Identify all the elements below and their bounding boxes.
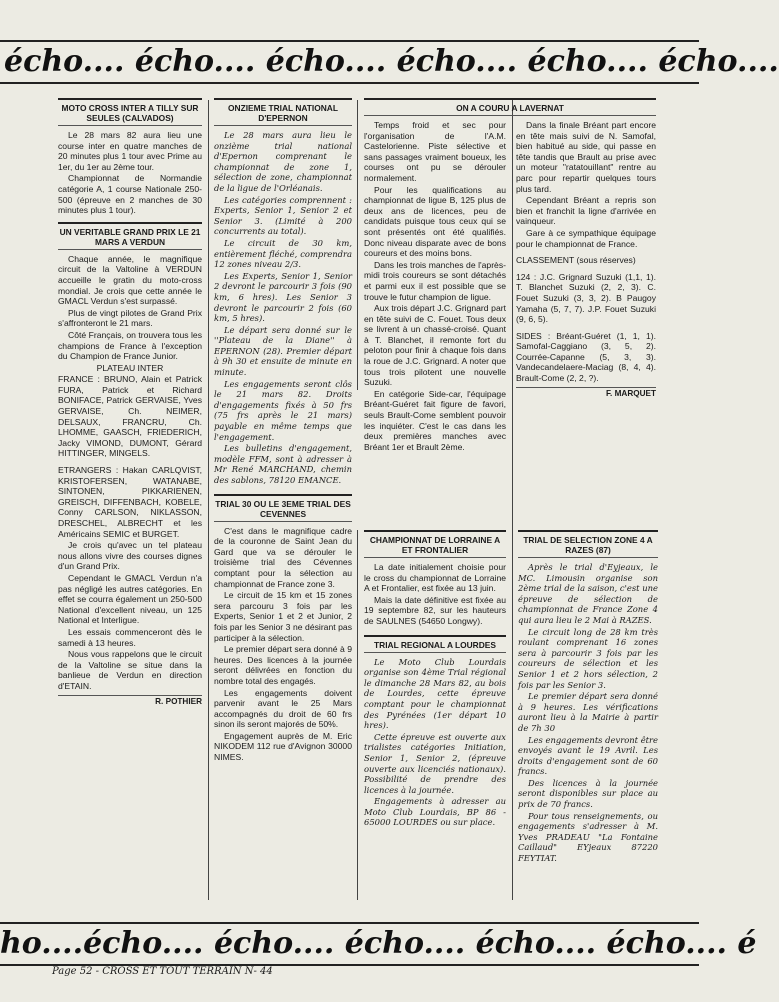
paragraph: Le 28 mars 82 aura lieu une course inter en quatre manches de 20 minutes plus 1 tour avec Prime au 1er, du 1er au 2ème tour. [58, 130, 202, 172]
article-title: ON A COURU A LAVERNAT [364, 98, 656, 116]
paragraph: Le départ sera donné sur le ''Plateau de la Diane'' à EPERNON (28). Premier départ à 9h 30 et ensuite de minute en minute. [214, 324, 352, 378]
column-2 [214, 98, 352, 918]
article-title: TRIAL DE SELECTION ZONE 4 A RAZES (87) [518, 530, 658, 558]
article-title: UN VERITABLE GRAND PRIX LE 21 MARS A VERDUN [58, 222, 202, 250]
article-razes [518, 530, 658, 864]
paragraph: Les engagements devront être envoyés avant le 19 Avril. Les droits d'engagement sont de 60 francs. [518, 734, 658, 777]
article-title: ONZIEME TRIAL NATIONAL D'EPERNON [214, 98, 352, 126]
paragraph: Les catégories comprennent : Experts, Senior 1, Senior 2 et Senior 3. (Limité à 200 concurrents au total). [214, 194, 352, 237]
paragraph: Le circuit de 15 km et 15 zones sera parcouru 3 fois par les Experts, Senior 1 et 2 et Junior, 2 fois par les Senior 3 ne désirant pas participer à la sélection. [214, 590, 352, 643]
paragraph: Cette épreuve est ouverte aux trialistes catégories Initiation, Senior 1, Senior 2, (épreuve ouverte aux licenciés nationaux). Possibilité de prendre des licences à la journée. [364, 731, 506, 795]
paragraph: Des licences à la journée seront disponibles sur place au prix de 70 francs. [518, 777, 658, 810]
paragraph: Les Experts, Senior 1, Senior 2 devront le parcourir 3 fois (90 km, 6 hres). Les Senior 3 devront le parcourir 2 fois (60 km, 5 hres). [214, 270, 352, 324]
paragraph: Les bulletins d'engagement, modèle FFM, sont à adresser à Mr René MARCHAND, chemin des sablons, 78120 EMANCE. [214, 443, 352, 485]
paragraph: Dans la finale Bréant part encore en tête mais suivi de N. Samofal, bien habitué au side, qui passe en tête tandis que Brault au prise avec un moteur "ratatouillant" rentre au parc pour repartir quelques tours plus tard. [516, 120, 656, 194]
column-4 [518, 530, 658, 915]
article-cevennes [214, 494, 352, 763]
article-tilly [58, 98, 202, 216]
column-rule [208, 100, 209, 900]
paragraph: Aux trois départ J.C. Grignard part en tête suivi de C. Fouet. Tous deux se livrent à un chassé-croisé. Quant à T. Blanchet, il remonte fort du peloton pour finir à chaque fois dans la roue de J.C. Grignard. A noter que tous trois pilotent une nouvelle Suzuki. [364, 303, 506, 388]
article-verdun [58, 222, 202, 706]
paragraph: Le premier départ sera donné à 9 heures. Les vérifications auront lieu à la Mairie à partir de 7h 30 [518, 691, 658, 733]
paragraph: Cependant Bréant a repris son bien et franchit la ligne d'arrivée en vainqueur. [516, 195, 656, 227]
column-1 [58, 98, 202, 918]
paragraph: Plus de vingt pilotes de Grand Prix s'affronteront le 21 mars. [58, 307, 202, 329]
paragraph: Après le trial d'Eyjeaux, le MC. Limousin organise son 2ème trial de la saison, c'est une épreuve de sélection de championnat de France Zone 4 qui aura lieu le 2 Mai à RAZES. [518, 562, 658, 625]
paragraph: Nous vous rappelons que le circuit de la Valtoline se situe dans la banlieue de Verdun en direction d'ETAIN. [58, 649, 202, 691]
paragraph: Les engagements seront clôs le 21 mars 82. Droits d'engagements fixés à 50 frs (75 frs après le 21 mars) payable en même temps que l'engagement. [214, 378, 352, 442]
paragraph: La date initialement choisie pour le cross du championnat de Lorraine A et Frontalier, est fixée au 13 juin. [364, 562, 506, 594]
paragraph: Le 28 mars aura lieu le onzième trial national d'Epernon comprenant le championnat de zone 1, sélection de zone, championnat de la ligue de l'Orléanais. [214, 130, 352, 193]
article-lourdes [364, 635, 506, 829]
article-title: TRIAL REGIONAL A LOURDES [364, 635, 506, 653]
paragraph: Côté Français, on trouvera tous les champions de France à l'exception du Champion de France Junior. [58, 329, 202, 362]
paragraph: Le premier départ sera donné à 9 heures. Des licences à la journée seront délivrées en fonction du nombre total des engagés. [214, 644, 352, 686]
results: 124 : J.C. Grignard Suzuki (1,1, 1). T. Blanchet Suzuki (2, 2, 3). C. Fouet Suzuki (3, 3, 2). B Paugoy Yamaha (5, 7, 7). J.P. Fouet Suzuki (9, 6, 5). [516, 271, 656, 325]
article-title: TRIAL 30 OU LE 3EME TRIAL DES CEVENNES [214, 494, 352, 522]
echo-banner-top: écho.... écho.... écho.... écho.... écho.... écho.... [0, 40, 699, 84]
paragraph: En catégorie Side-car, l'équipage Bréant-Guéret fait figure de favori, seuls Brault-Come semblent pouvoir les inquiéter. C'est le cas dans les deux premières manches avec Bréant 1er et Brault 2ème. [364, 388, 506, 452]
paragraph: Mais la date définitive est fixée au 19 septembre 82, sur les hauteurs de SAULNES (54650 Longwy). [364, 594, 506, 626]
paragraph: Gare à ce sympathique équipage pour le championnat de France. [516, 227, 656, 249]
column-3 [364, 530, 506, 915]
paragraph: Les engagements doivent parvenir avant le 25 Mars accompagnés du droit de 60 frs sinon ils seront majorés de 50%. [214, 687, 352, 730]
page-footer: Page 52 - CROSS ET TOUT TERRAIN N- 44 [52, 966, 273, 977]
paragraph: C'est dans le magnifique cadre de la couronne de Saint Jean du Gard que va se dérouler le troisième trial des Cévennes comptant pour la sélection au championnat de France zone 3. [214, 525, 352, 589]
article-lavernat [364, 98, 656, 523]
article-title: CHAMPIONNAT DE LORRAINE A ET FRONTALIER [364, 530, 506, 558]
paragraph: Championnat de Normandie catégorie A, 1 course Nationale 250-500 (épreuve en 2 manches de 30 minutes plus 1 tour). [58, 173, 202, 216]
author-signature: F. MARQUET [516, 387, 656, 398]
paragraph: Engagement auprès de M. Eric NIKODEM 112 rue d'Avignon 30000 NIMES. [214, 730, 352, 763]
subheading: PLATEAU INTER [96, 362, 164, 373]
paragraph: FRANCE : BRUNO, Alain et Patrick FURA, Patrick et Richard BONIFACE, Patrick GERVAISE, Yves GERVAISE, Ch. NEIMER, DELSAUX, FRANCRU, Ch. LHOMME, GAASCH, FRIEDERICH, Jacky VIMOND, DUMONT, Gérard HITTINGER, MINGELS. [58, 374, 202, 459]
paragraph: Le circuit long de 28 km très roulant comprenant 16 zones sera à parcourir 3 fois par les coureurs de sélection et les Senior 1 et 2 hors sélection, 2 fois par les Senior 3. [518, 626, 658, 690]
results: SIDES : Bréant-Guéret (1, 1, 1). Samofal-Caggiano (3, 5, 2). Courrée-Capanne (5, 3, 3). Vandecandelaere-Maciag (8, 4, 4). Brault-Come (2, 2, ?). [516, 330, 656, 384]
paragraph: Les essais commenceront dès le samedi à 13 heures. [58, 626, 202, 648]
paragraph: Le Moto Club Lourdais organise son 4ème Trial régional le dimanche 28 Mars 82, au bois de Lourdes, cette épreuve comptant pour le championnat des Pyrénées (1er départ 10 hres). [364, 656, 506, 731]
paragraph: Chaque année, le magnifique circuit de la Valtoline à VERDUN accueille le gratin du moto-cross mondial. Je crois que cette année le GMACL Verdun s'est surpassé. [58, 253, 202, 307]
paragraph: Je crois qu'avec un tel plateau nous allons vivre des courses dignes d'un Grand Prix. [58, 540, 202, 572]
column-rule [357, 530, 358, 900]
article-lorraine [364, 530, 506, 627]
paragraph: Pour tous renseignements, ou engagements s'adresser à M. Yves PRADEAU "La Fontaine Caillaud" EYjeaux 87220 FEYTIAT. [518, 810, 658, 864]
subheading: CLASSEMENT (sous réserves) [516, 255, 636, 266]
echo-banner-bottom: ho....écho.... écho.... écho.... écho.... écho.... é [0, 922, 699, 966]
paragraph: ETRANGERS : Hakan CARLQVIST, KRISTOFERSEN, WATANABE, SINTONEN, PIKKARIENEN, GREISCH, DIFFENBACH, KOBELE, Conny CARLSON, NIKLASSON, DRESCHEL, ALBRECHT et les Américains SEMIC et BURGET. [58, 465, 202, 539]
paragraph: Temps froid et sec pour l'organisation de l'A.M. Castelorienne. Piste sélective et sans passages vraiment boueux, les courses ont pu se dérouler normalement. [364, 120, 506, 183]
author-signature: R. POTHIER [58, 695, 202, 706]
paragraph: Pour les qualifications au championnat de ligue B, 125 plus de deux ans de licences, peu de candidats puisque tous ceux qui se sont présentés ont été qualifiés. Donc niveau disparate avec de bons coureurs et des moins bons. [364, 184, 506, 259]
paragraph: Engagements à adresser au Moto Club Lourdais, BP 86 - 65000 LOURDES ou sur place. [364, 796, 506, 828]
paragraph: Le circuit de 30 km, entièrement fléché, comprendra 12 zones niveau 2/3. [214, 237, 352, 270]
column-rule [357, 100, 358, 390]
article-epernon [214, 98, 352, 486]
article-title: MOTO CROSS INTER A TILLY SUR SEULES (CALVADOS) [58, 98, 202, 126]
paragraph: Cependant le GMACL Verdun n'a pas négligé les autres catégories. En effet se courra également un 250-500 National d'excellent niveau, un 125 National et Interligue. [58, 572, 202, 626]
paragraph: Dans les trois manches de l'après-midi trois coureurs se sont détachés et parmi eux il est possible que se trouve le futur champion de ligue. [364, 259, 506, 302]
